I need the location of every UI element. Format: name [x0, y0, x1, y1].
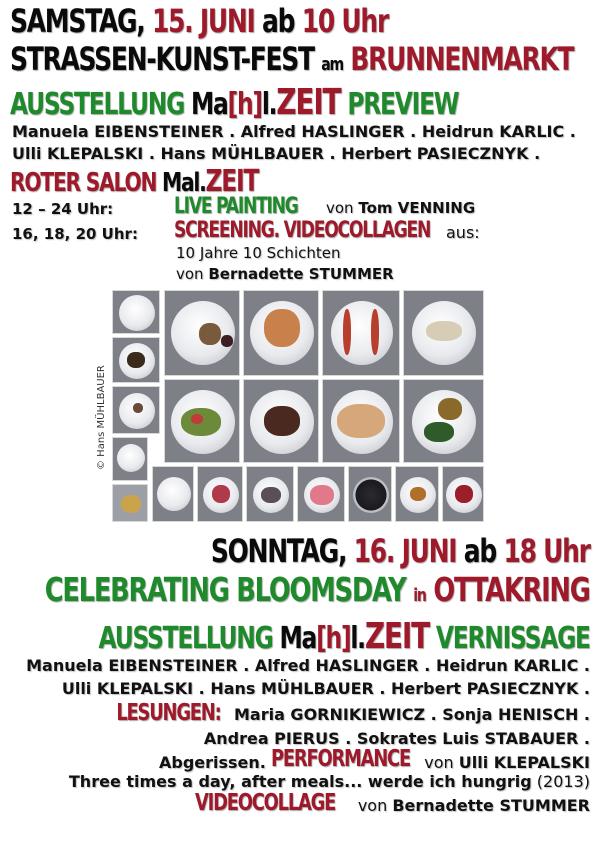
painting-top-3	[322, 290, 400, 376]
videocollage-von: von	[357, 796, 388, 815]
bloomsday-label: CELEBRATING BLOOMSDAY	[45, 570, 406, 609]
live-painting-artist: Tom VENNING	[358, 199, 476, 217]
exhibition-preview: PREVIEW	[347, 87, 459, 122]
sunday-artists-1: Manuela EIBENSTEINER . Alfred HASLINGER . Heidrun KARLIC .	[26, 656, 590, 675]
painting-bottom-6	[395, 466, 439, 522]
roter-salon-mal: Mal.	[162, 168, 206, 198]
time-slot-2: 16, 18, 20 Uhr:	[12, 225, 138, 243]
sunday-date: 16. JUNI	[353, 532, 457, 570]
videocollage-label: VIDEOCOLLAGE	[195, 790, 336, 816]
painting-bottom-1	[152, 466, 194, 522]
videocollage-line	[195, 790, 590, 816]
painting-mid-4	[403, 379, 484, 463]
readings-line-1	[115, 700, 590, 726]
sunday-bloomsday-line	[0, 570, 590, 609]
live-painting-von: von	[326, 199, 354, 217]
paintings-gallery	[112, 290, 484, 522]
sunday-exhibition-l: l.	[350, 621, 366, 656]
performance-von: von	[424, 753, 454, 772]
sunday-day: SONNTAG,	[211, 532, 347, 570]
saturday-date: 15. JUNI	[151, 2, 255, 40]
sunday-time: 18 Uhr	[503, 532, 590, 570]
performance-label: PERFORMANCE	[270, 746, 410, 772]
sunday-exhibition-vernissage: VERNISSAGE	[436, 621, 590, 656]
painting-top-2	[243, 290, 319, 376]
painting-bottom-3	[246, 466, 294, 522]
sunday-ab: ab	[464, 532, 497, 570]
sunday-exhibition-line	[0, 616, 590, 657]
painting-top-1	[164, 290, 240, 376]
screening-aus: aus:	[446, 223, 480, 242]
performance-year: (2013)	[536, 772, 590, 791]
painting-small-3	[112, 386, 160, 434]
painting-mid-1	[164, 379, 240, 463]
sunday-artists-2: Ulli KLEPALSKI . Hans MÜHLBAUER . Herbert PASIECZNYK .	[61, 679, 590, 698]
sunday-exhibition-h: [h]	[316, 621, 351, 656]
festival-name: STRASSEN-KUNST-FEST	[10, 40, 314, 78]
saturday-artists-1: Manuela EIBENSTEINER . Alfred HASLINGER . Heidrun KARLIC .	[12, 122, 576, 141]
painting-small-1	[112, 290, 160, 334]
saturday-date-line	[10, 2, 495, 40]
painting-small-2	[112, 337, 160, 383]
bloomsday-location: OTTAKRING	[433, 570, 590, 609]
sunday-exhibition-label: AUSSTELLUNG	[98, 621, 273, 656]
screening-von: von	[176, 265, 204, 283]
painting-small-4	[112, 437, 148, 481]
readings-names-2: Andrea PIERUS . Sokrates Luis STABAUER .	[203, 729, 590, 748]
saturday-artists-2: Ulli KLEPALSKI . Hans MÜHLBAUER . Herbert PASIECZNYK .	[12, 144, 541, 163]
saturday-exhibition-line	[10, 82, 585, 123]
performance-artist: Ulli KLEPALSKI	[458, 753, 590, 772]
performance-work-line	[69, 772, 590, 791]
performance-line	[159, 746, 590, 772]
readings-label: LESUNGEN:	[115, 700, 220, 726]
screening-label: SCREENING. VIDEOCOLLAGEN	[174, 218, 431, 243]
screening-line	[174, 218, 502, 243]
exhibition-label: AUSSTELLUNG	[10, 87, 185, 122]
festival-am: am	[321, 54, 343, 75]
performance-work: Three times a day, after meals... werde ich hungrig	[68, 772, 532, 791]
live-painting-label: LIVE PAINTING	[174, 194, 298, 219]
screening-title: 10 Jahre 10 Schichten	[176, 244, 341, 262]
exhibition-zeit: ZEIT	[276, 82, 341, 123]
painting-bottom-4	[297, 466, 345, 522]
saturday-time: 10 Uhr	[301, 2, 389, 40]
exhibition-l: l.	[261, 87, 277, 122]
sunday-exhibition-ma: Ma	[279, 621, 317, 656]
live-painting-line	[174, 194, 476, 219]
exhibition-h: [h]	[227, 87, 262, 122]
painting-small-5	[112, 484, 148, 522]
saturday-day: SAMSTAG,	[10, 2, 145, 40]
sunday-date-line	[104, 532, 590, 570]
screening-by-line	[176, 265, 394, 283]
roter-salon-label: ROTER SALON	[10, 168, 157, 198]
screening-artist: Bernadette STUMMER	[208, 265, 394, 283]
painting-mid-2	[243, 379, 319, 463]
saturday-festival-line	[10, 40, 600, 78]
videocollage-artist: Bernadette STUMMER	[392, 796, 590, 815]
festival-location: BRUNNENMARKT	[350, 40, 574, 78]
painting-bottom-5	[348, 466, 392, 522]
painting-bottom-2	[197, 466, 243, 522]
image-credit: © Hans MÜHLBAUER	[96, 365, 107, 470]
saturday-ab: ab	[262, 2, 295, 40]
bloomsday-in: in	[413, 585, 426, 606]
painting-top-4	[403, 290, 484, 376]
painting-mid-3	[322, 379, 400, 463]
readings-names-1: Maria GORNIKIEWICZ . Sonja HENISCH .	[233, 705, 590, 724]
performance-title: Abgerissen.	[158, 753, 266, 772]
time-slot-1: 12 – 24 Uhr:	[12, 200, 114, 218]
sunday-exhibition-zeit: ZEIT	[365, 616, 430, 657]
painting-bottom-7	[442, 466, 484, 522]
exhibition-ma: Ma	[190, 87, 228, 122]
roter-salon-zeit: ZEIT	[205, 164, 259, 199]
